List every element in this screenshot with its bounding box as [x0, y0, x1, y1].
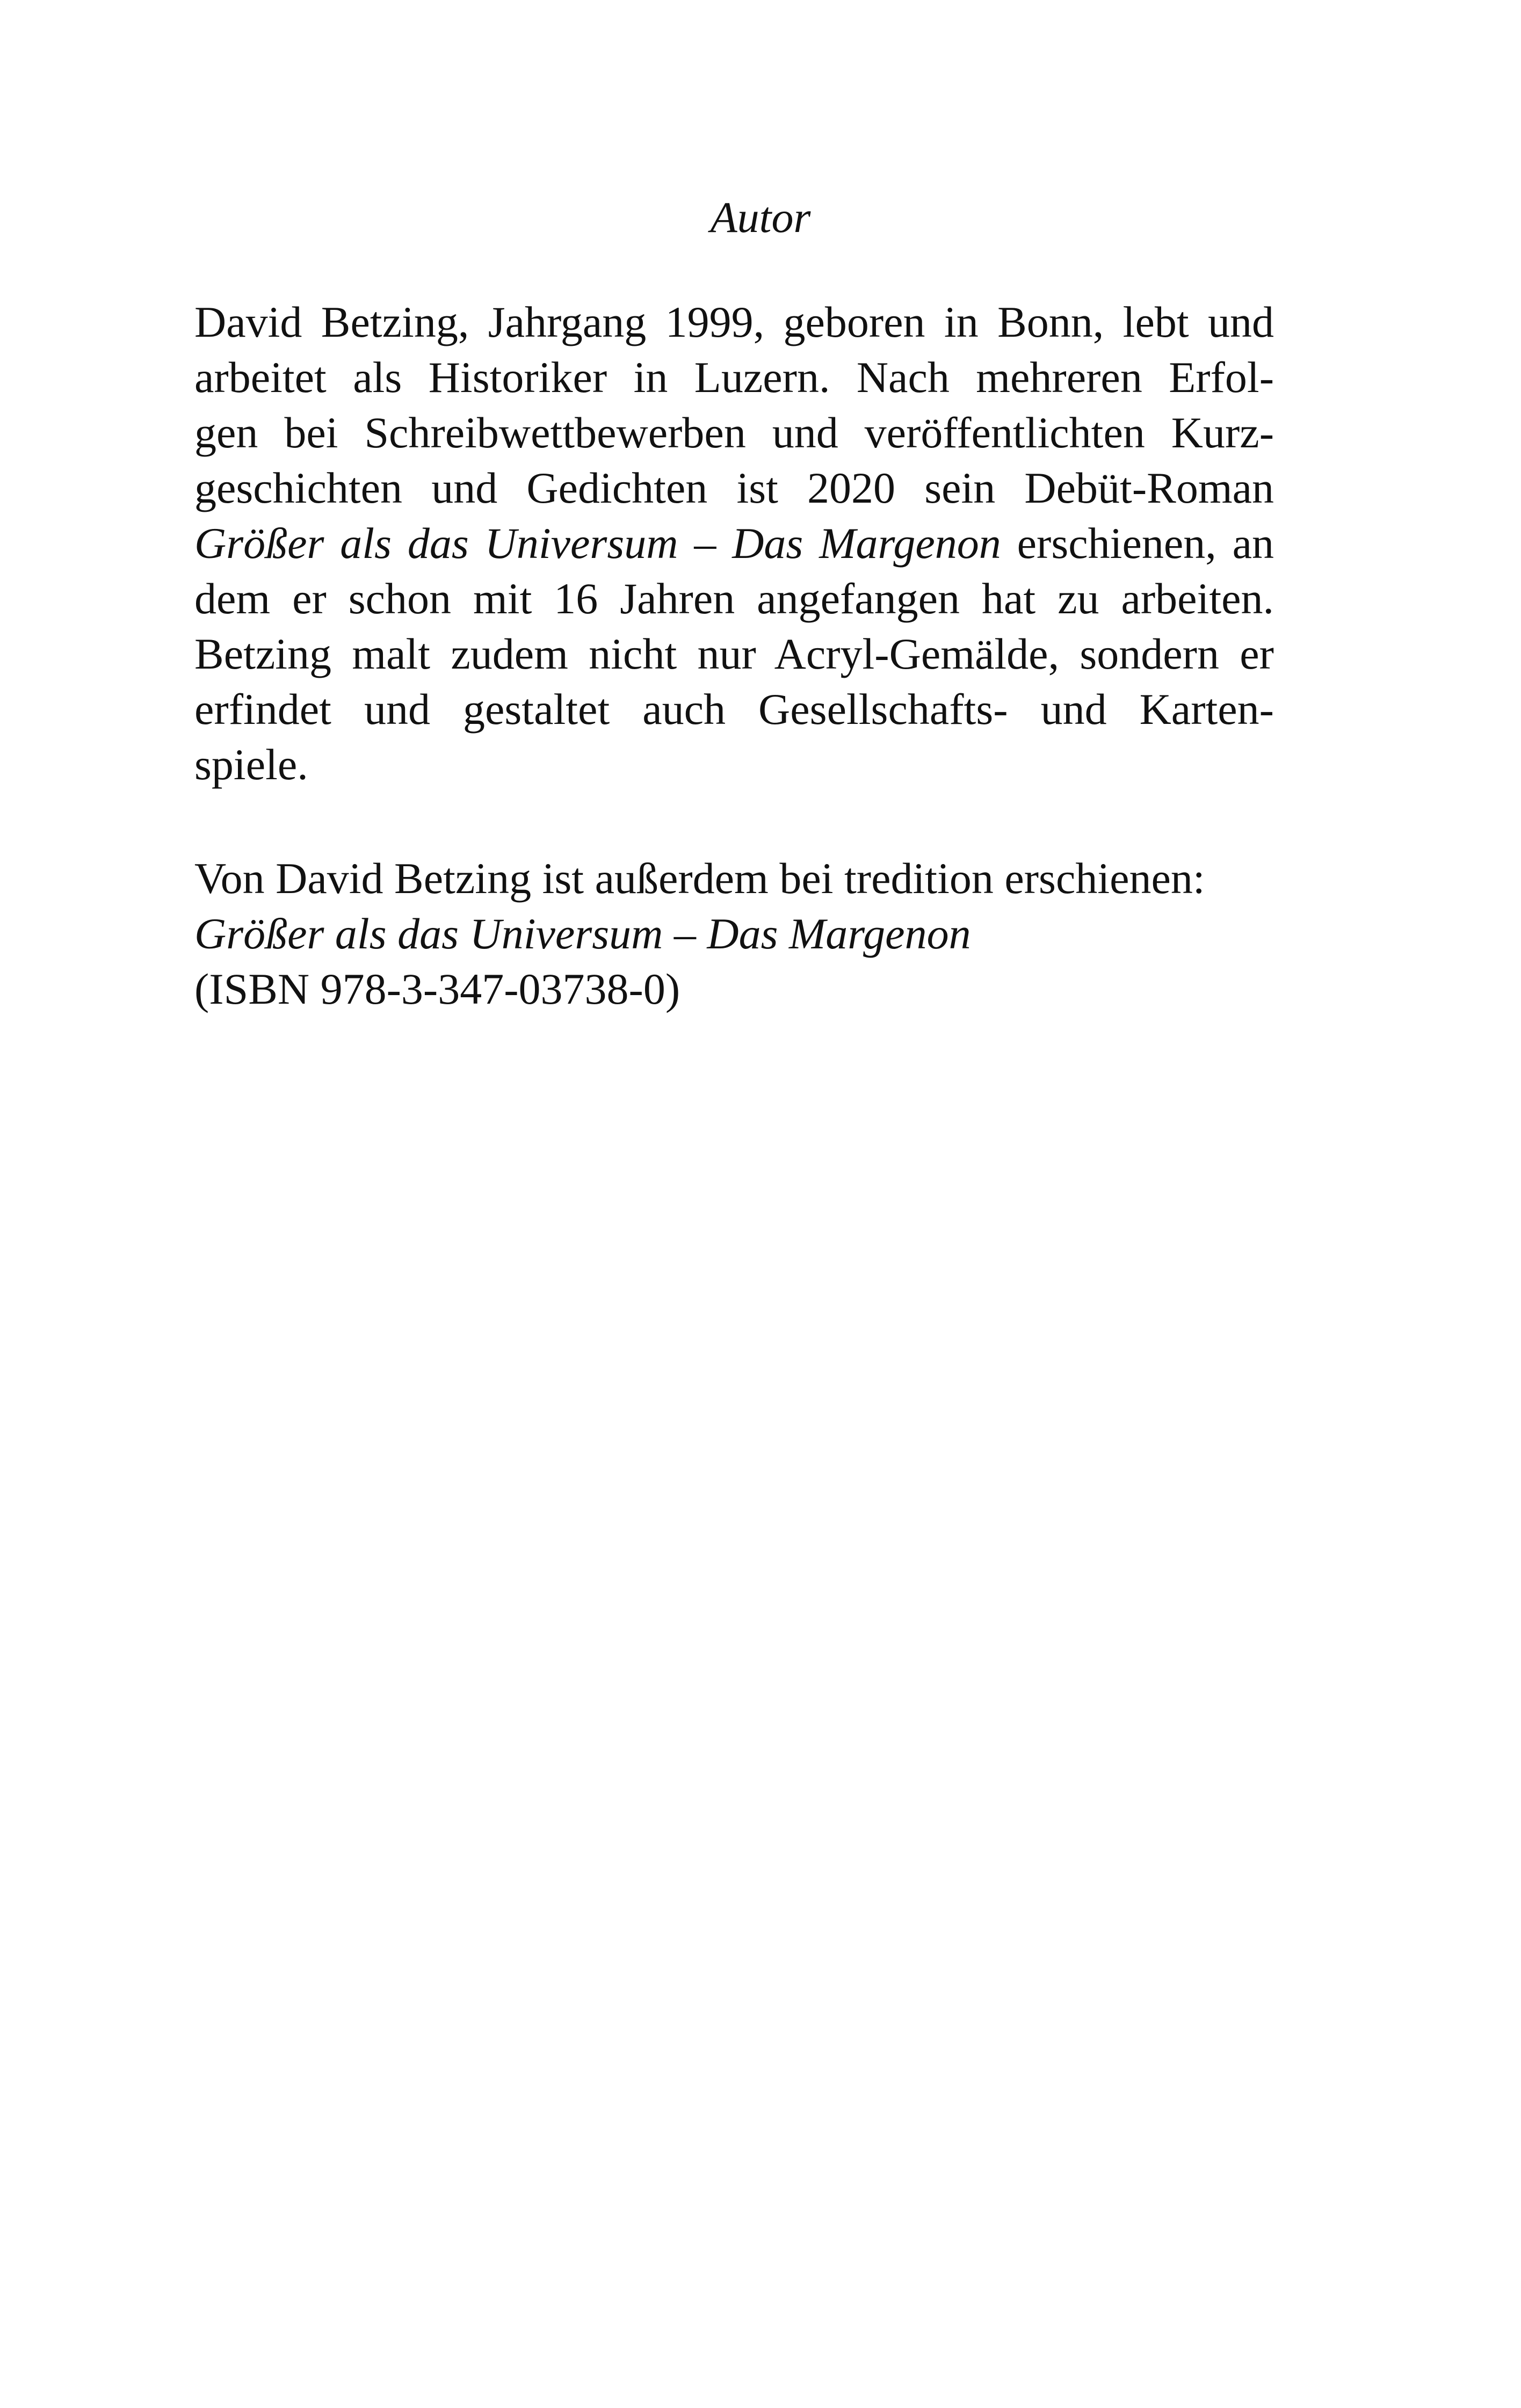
bio-line: arbeitet als Historiker in Luzern. Nach mehreren Erfol- [194, 353, 1274, 402]
book-title-inline: Größer als das Universum – Das Margenon [194, 519, 1001, 568]
bio-line: erfindet und gestaltet auch Gesellschafts- und Karten- [194, 685, 1274, 734]
bio-line: Betzing malt zudem nicht nur Acryl-Gemälde, sondern er [194, 629, 1274, 678]
also-published-intro: Von David Betzing ist außerdem bei tredition erschienen: [194, 854, 1205, 903]
bio-line: David Betzing, Jahrgang 1999, geboren in Bonn, lebt und [194, 298, 1274, 346]
bio-line: geschichten und Gedichten ist 2020 sein Debüt-Roman [194, 463, 1274, 512]
bio-line: dem er schon mit 16 Jahren angefangen hat zu arbeiten. [194, 574, 1274, 623]
also-published-isbn: (ISBN 978-3-347-03738-0) [194, 964, 680, 1013]
bio-line: spiele. [194, 740, 308, 789]
author-bio [194, 294, 1274, 792]
also-published-block [194, 851, 1274, 1017]
bio-line-rest: erschienen, an [1001, 519, 1274, 568]
also-published-title: Größer als das Universum – Das Margenon [194, 909, 971, 958]
section-heading: Autor [710, 193, 811, 242]
bio-line-with-title [194, 516, 1274, 571]
bio-line: gen bei Schreibwettbewerben und veröffentlichten Kurz- [194, 408, 1274, 457]
